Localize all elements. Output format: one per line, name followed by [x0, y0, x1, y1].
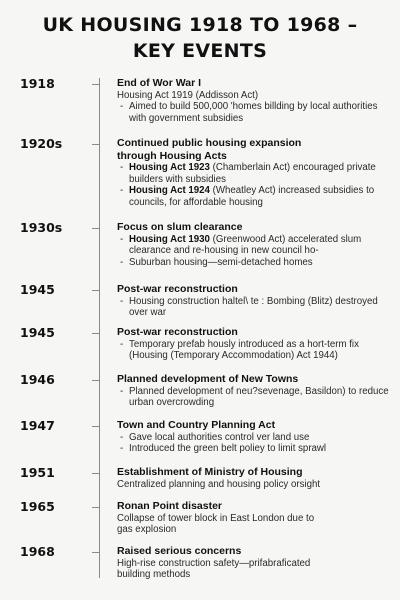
- bullet-text: Housing construction haltel\ te : Bombing (Blitz) destroyed over war: [129, 295, 378, 318]
- bullet-dash: -: [120, 162, 124, 173]
- entry-heading: through Housing Acts: [117, 149, 227, 162]
- bullet-text: Suburban housing—semi-detached homes: [129, 256, 313, 268]
- entry-heading: Continued public housing expansion: [117, 137, 302, 149]
- bullet-dash: -: [120, 233, 124, 245]
- entry-heading: Town and Country Planning Act: [117, 419, 276, 431]
- bullet-dash: -: [120, 256, 124, 268]
- bullet-dash: -: [120, 431, 124, 443]
- bullet-item: [117, 443, 389, 455]
- timeline-tick: [92, 290, 100, 291]
- bullet-dash: -: [120, 185, 124, 196]
- title-line-1: UK HOUSING 1918 TO 1968 –: [42, 14, 358, 36]
- bullet-text: (Wheatley Act) increased subsidies to councils, for affordable housing: [129, 185, 375, 208]
- entry-year: 1945: [20, 282, 55, 297]
- timeline-tick: [92, 84, 100, 85]
- entry-content: [117, 419, 389, 455]
- timeline-tick: [92, 426, 100, 427]
- bullet-item: [117, 185, 389, 208]
- bullet-list: [117, 296, 389, 319]
- entry-year: 1918: [20, 76, 55, 91]
- bullet-list: [117, 101, 389, 124]
- bullet-list: [117, 432, 389, 455]
- timeline-tick: [92, 144, 100, 145]
- entry-year: 1968: [20, 544, 55, 559]
- entry-year: 1965: [20, 499, 55, 514]
- bullet-text: Introduced the green belt poliey to limit sprawl: [129, 443, 327, 454]
- entry-heading: Raised serious concerns: [117, 545, 242, 557]
- bullet-list: [117, 234, 389, 269]
- bullet-text: (Chamberlain Act) encouraged private builders with subsidies: [129, 162, 376, 185]
- timeline-axis: [99, 78, 100, 578]
- bullet-list: [117, 386, 389, 409]
- timeline-tick: [92, 507, 100, 508]
- entry-heading: Ronan Point disaster: [117, 500, 223, 512]
- bullet-list: [117, 162, 389, 208]
- entry-year: 1920s: [20, 136, 63, 151]
- entry-year: 1930s: [20, 220, 63, 235]
- timeline-tick: [92, 333, 100, 334]
- entry-content: [117, 326, 389, 362]
- bullet-item: [117, 339, 389, 362]
- bullet-dash: -: [120, 338, 124, 350]
- bullet-act-name: Housing Act 1924: [129, 185, 210, 196]
- bullet-dash: -: [120, 443, 124, 454]
- bullet-item: [117, 162, 389, 185]
- bullet-text: Gave local authorities control ver land use: [129, 431, 310, 443]
- timeline-tick: [92, 380, 100, 381]
- bullet-dash: -: [120, 295, 124, 307]
- entry-year: 1946: [20, 372, 55, 387]
- timeline-tick: [92, 473, 100, 474]
- entry-heading: Post-war reconstruction: [117, 326, 238, 338]
- bullet-item: [117, 257, 389, 269]
- bullet-dash: -: [120, 101, 124, 112]
- entry-heading: End of Wor War I: [117, 77, 201, 89]
- entry-heading: Establishment of Ministry of Housing: [117, 466, 303, 478]
- entry-text: Housing Act 1919 (Addisson Act): [117, 89, 259, 101]
- bullet-dash: -: [120, 385, 124, 397]
- entry-content: [117, 466, 389, 490]
- entry-year: 1947: [20, 418, 55, 433]
- bullet-act-name: Housing Act 1923: [129, 162, 210, 173]
- entry-content: [117, 373, 389, 409]
- entry-content: [117, 221, 389, 268]
- entry-text: Collapse of tower block in East London due to: [117, 512, 315, 524]
- entry-heading: Post-war reconstruction: [117, 283, 238, 295]
- bullet-item: [117, 101, 389, 124]
- bullet-item: [117, 386, 389, 409]
- bullet-text: Planned development of neu?sevenage, Basildon) to reduce urban overcrowding: [129, 385, 389, 408]
- entry-content: [117, 77, 389, 124]
- entry-text: building methods: [117, 569, 191, 580]
- entry-text: Centralized planning and housing policy orsight: [117, 478, 321, 490]
- title-line-2: KEY EVENTS: [132, 40, 268, 62]
- bullet-item: [117, 234, 389, 257]
- bullet-text: Temporary prefab hously introduced as a hort-term fix (Housing (Temporary Accommodation) Act 1944): [129, 338, 359, 361]
- bullet-text: Aimed to build 500,000 'homes billding by local authorities with government subsidies: [129, 101, 378, 124]
- entry-text: High-rise construction safety—prifabraficated: [117, 557, 311, 569]
- entry-year: 1945: [20, 325, 55, 340]
- bullet-act-name: Housing Act 1930: [129, 233, 210, 245]
- entry-content: [117, 500, 389, 536]
- bullet-list: [117, 339, 389, 362]
- entry-heading: Focus on slum clearance: [117, 221, 243, 233]
- timeline-tick: [92, 228, 100, 229]
- entry-content: [117, 283, 389, 319]
- entry-content: [117, 545, 389, 581]
- page-title: [0, 12, 400, 64]
- entry-heading: Planned development of New Towns: [117, 373, 299, 385]
- timeline-tick: [92, 552, 100, 553]
- bullet-text: (Greenwood Act) accelerated slum clearance and re-housing in new council ho-: [129, 233, 362, 256]
- entry-content: [117, 137, 389, 208]
- entry-year: 1951: [20, 465, 55, 480]
- bullet-item: [117, 432, 389, 444]
- entry-text: gas explosion: [117, 524, 177, 535]
- bullet-item: [117, 296, 389, 319]
